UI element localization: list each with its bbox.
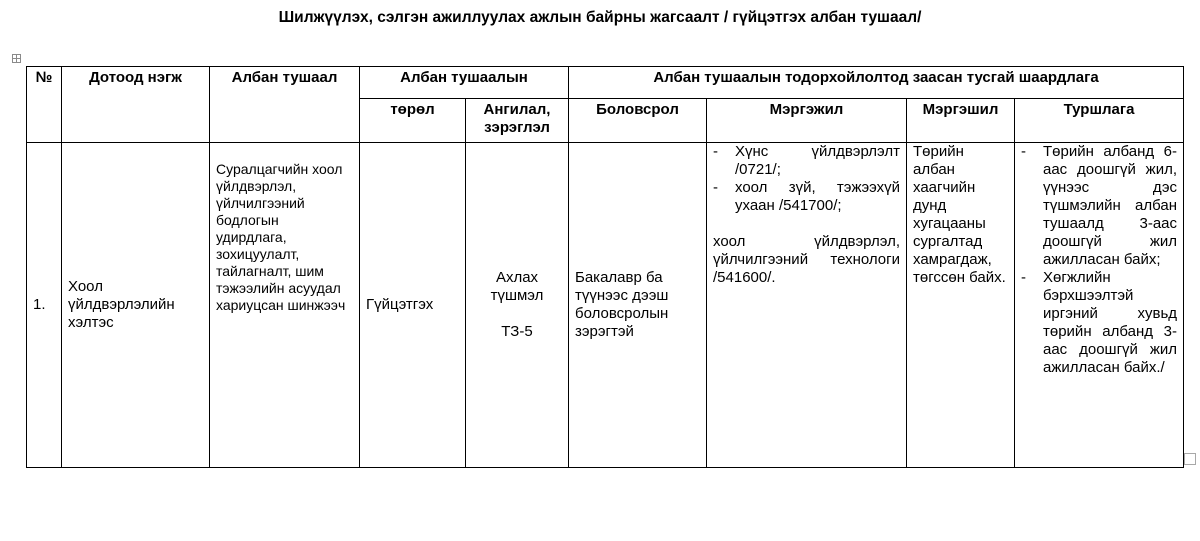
table-row [27,143,1184,468]
row-experience-cell [1015,143,1184,468]
header-category: Ангилал, зэрэглэл [466,99,569,143]
header-requirements-group: Албан тушаалын тодорхойлолтод заасан тусгай шаардлага [569,67,1184,99]
document-title: Шилжүүлэх, сэлгэн ажиллуулах ажлын байрны жагсаалт / гүйцэтгэх албан тушаал/ [278,9,922,26]
header-experience: Туршлага [1015,99,1184,143]
list-item: - Хүнс үйлдвэрлэлт /0721/; [713,143,900,179]
list-item: - Төрийн албанд 6-аас доошгүй жил, үүнээс дэс түшмэлийн албан тушаалд 3-аас доошгүй жил ажилласан байх; [1021,143,1177,269]
header-type: төрөл [360,99,466,143]
table-resize-handle-icon[interactable] [1184,453,1196,465]
row-grade: ТЗ-5 [501,323,533,340]
row-skill: Төрийн албан хаагчийн дунд хугацааны сургалтад хамрагдаж, төгссөн байх. [907,143,1015,468]
profession-extra: хоол үйлдвэрлэл, үйлчилгээний технологи /541600/. [713,233,900,286]
experience-list [1021,143,1177,377]
header-number: № [27,67,62,143]
header-unit: Дотоод нэгж [62,67,210,143]
row-education: Бакалавр ба түүнээс дээш боловсролын зэрэгтэй [569,143,707,468]
row-category-cell [466,143,569,468]
header-education: Боловсрол [569,99,707,143]
table-move-handle-icon[interactable] [12,54,21,63]
header-skill: Мэргэшил [907,99,1015,143]
header-profession: Мэргэжил [707,99,907,143]
header-row-top [27,67,1184,99]
header-position-group: Албан тушаалын [360,67,569,99]
row-category: Ахлах түшмэл [490,269,544,304]
row-position: Суралцагчийн хоол үйлдвэрлэл, үйлчилгээний бодлогын удирдлага, зохицуулалт, тайлагналт, шим тэжээлийн асуудал хариуцсан шинжээч [210,143,360,468]
row-type: Гүйцэтгэх [360,143,466,468]
list-item: - Хөгжлийн бэрхшээлтэй иргэний хувьд төрийн албанд 3-аас доошгүй жил ажилласан байх./ [1021,269,1177,377]
row-number: 1. [27,143,62,468]
list-item: - хоол зүй, тэжээхүй ухаан /541700/; [713,179,900,215]
profession-list [713,143,900,215]
positions-table [26,66,1184,468]
row-unit: Хоол үйлдвэрлэлийн хэлтэс [62,143,210,468]
row-profession-cell [707,143,907,468]
header-position: Албан тушаал [210,67,360,143]
